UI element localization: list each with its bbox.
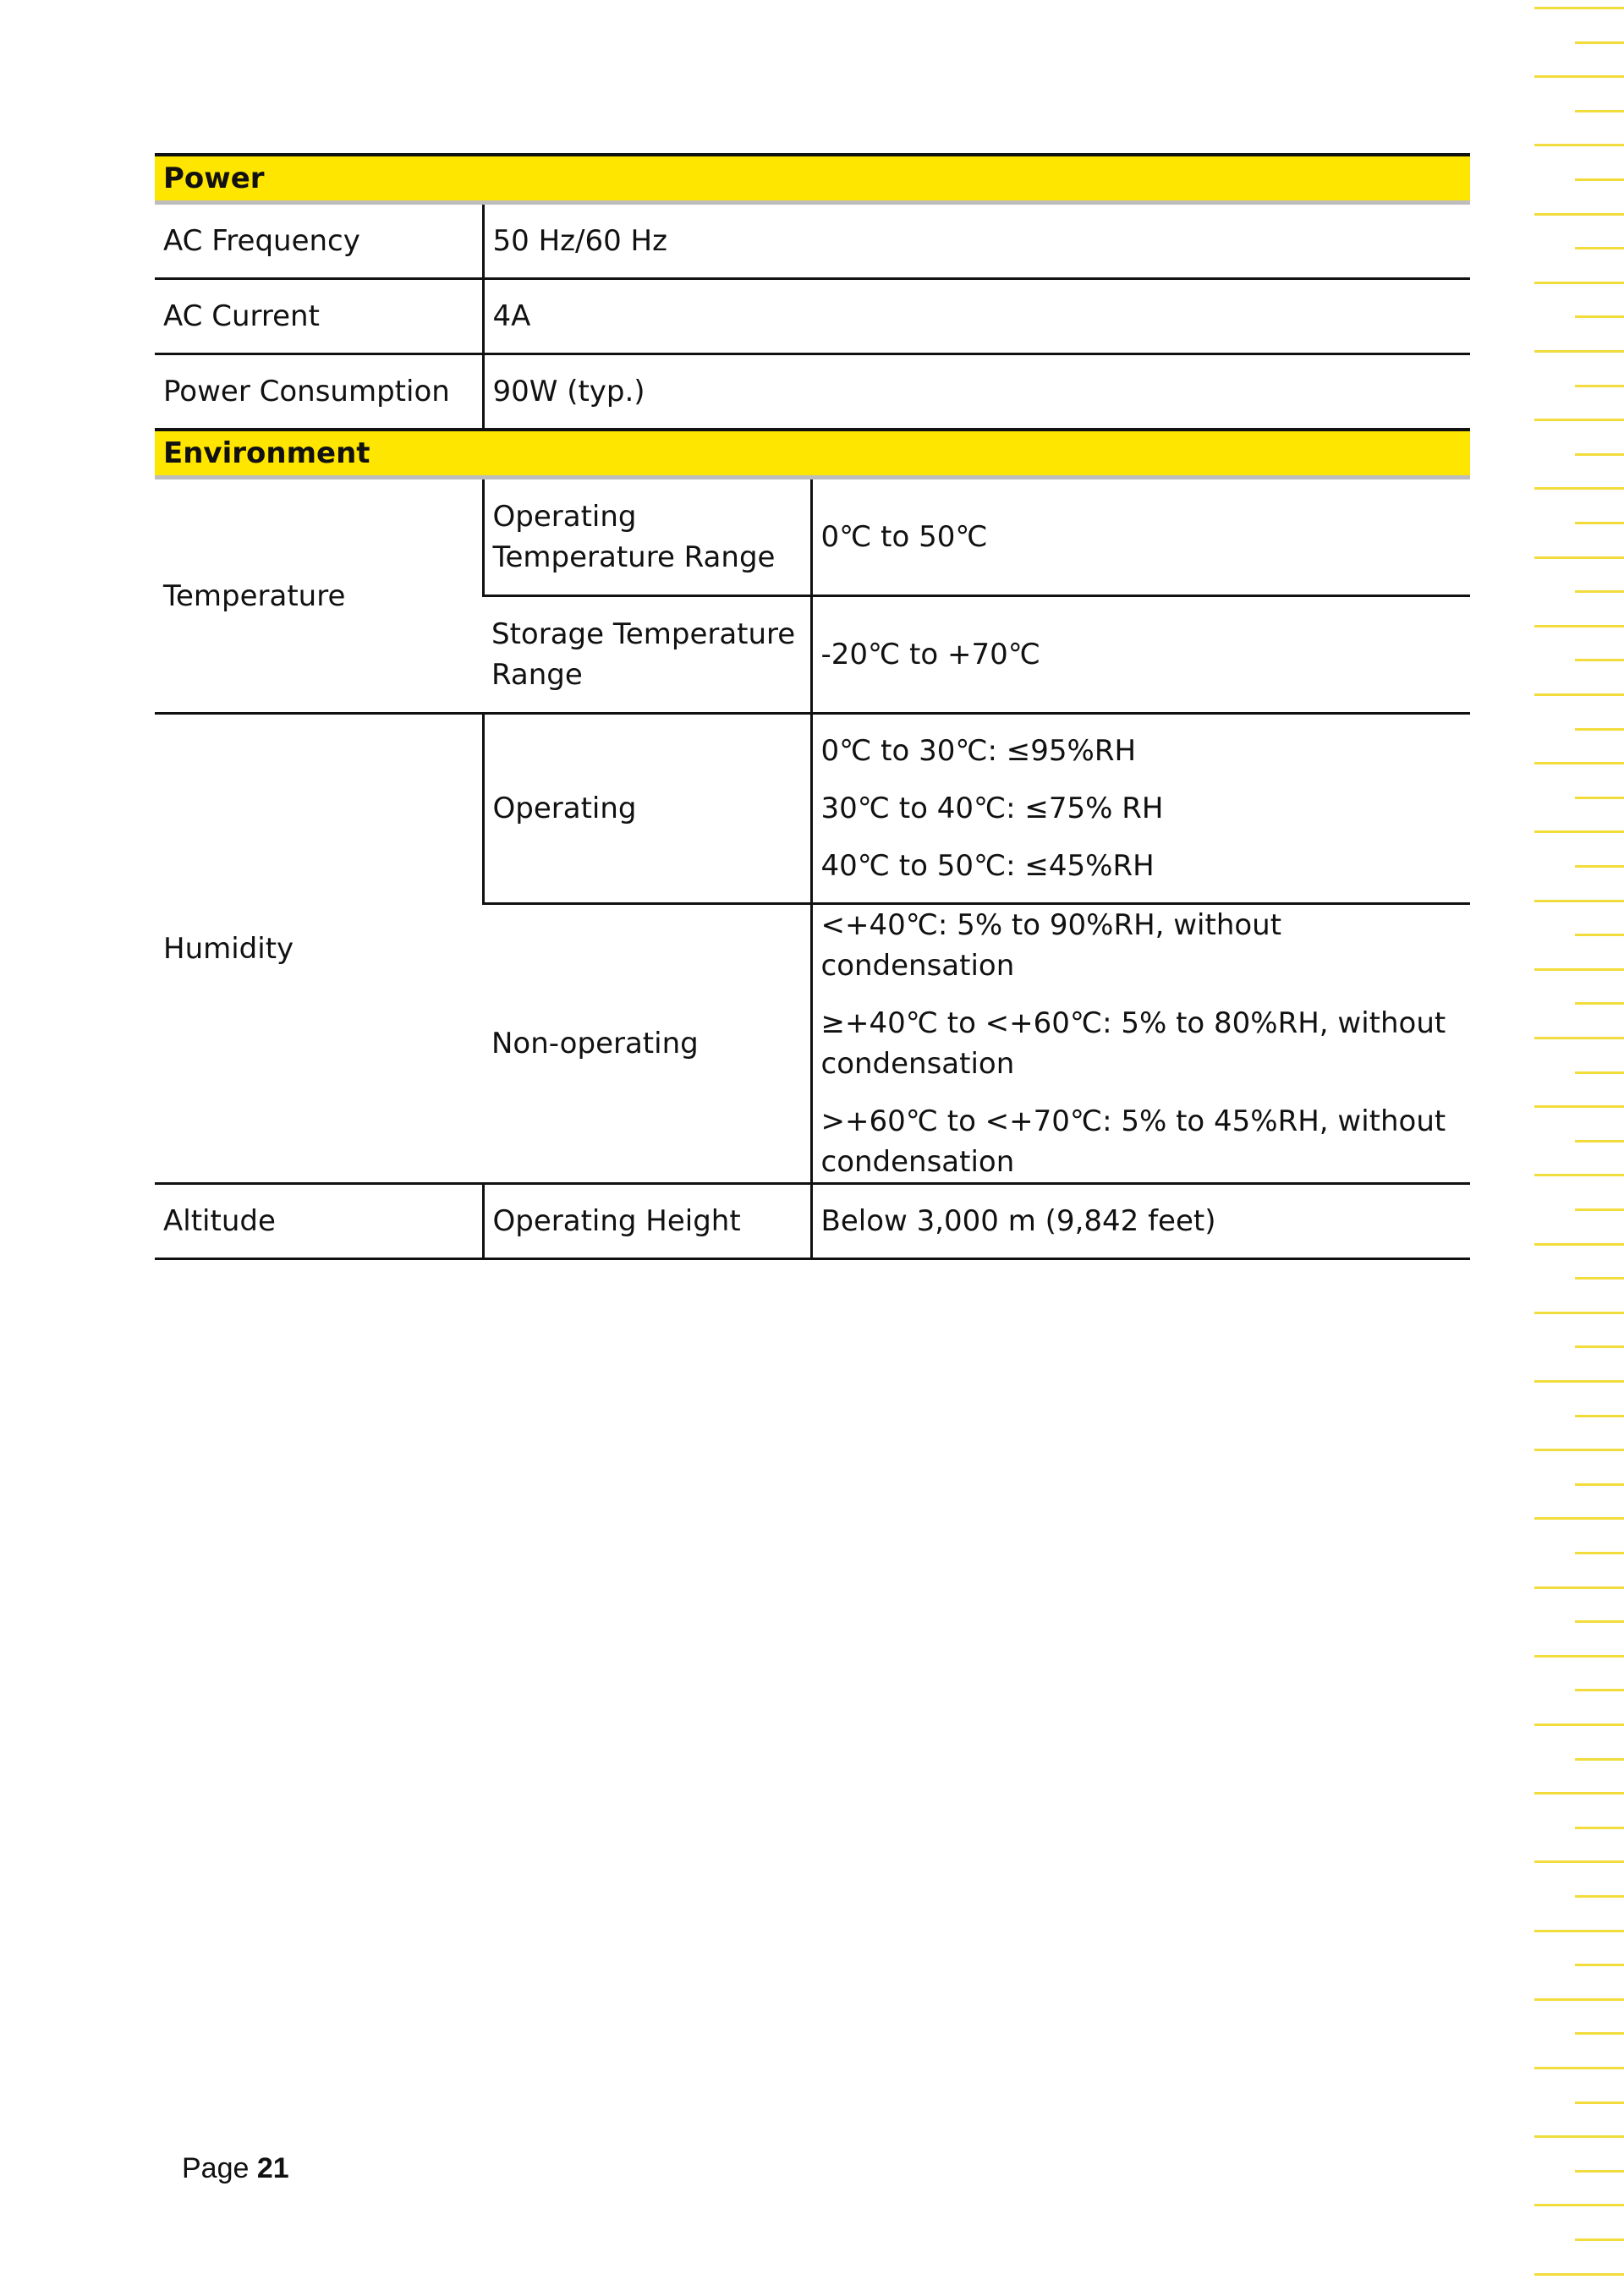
edge-stripe bbox=[1534, 1723, 1624, 1726]
row-value: 4A bbox=[483, 279, 1470, 354]
row-label: Altitude bbox=[155, 1184, 483, 1259]
row-label-humidity: Humidity bbox=[155, 714, 483, 1184]
edge-stripe bbox=[1575, 659, 1624, 661]
edge-stripe bbox=[1575, 1071, 1624, 1074]
row-value: 0℃ to 50℃ bbox=[811, 478, 1470, 596]
edge-stripe bbox=[1575, 1964, 1624, 1966]
edge-stripe bbox=[1534, 1243, 1624, 1246]
value-line: <+40℃: 5% to 90%RH, without condensation bbox=[820, 908, 1282, 983]
edge-stripe bbox=[1534, 75, 1624, 78]
edge-stripe bbox=[1534, 350, 1624, 353]
edge-stripe bbox=[1534, 2135, 1624, 2138]
row-value: Below 3,000 m (9,842 feet) bbox=[811, 1184, 1470, 1259]
row-label: Power Consumption bbox=[155, 354, 483, 430]
edge-stripe bbox=[1534, 1105, 1624, 1108]
edge-stripe bbox=[1575, 1895, 1624, 1898]
row-sublabel: Operating bbox=[483, 714, 811, 904]
edge-stripe bbox=[1534, 2204, 1624, 2206]
edge-stripe bbox=[1575, 453, 1624, 456]
edge-stripe bbox=[1575, 1277, 1624, 1280]
edge-stripe bbox=[1575, 1552, 1624, 1554]
edge-stripe bbox=[1575, 110, 1624, 112]
edge-stripe bbox=[1575, 865, 1624, 868]
edge-stripe bbox=[1575, 385, 1624, 387]
edge-stripe bbox=[1575, 728, 1624, 731]
row-sublabel: Non-operating bbox=[483, 904, 811, 1184]
row-label: AC Current bbox=[155, 279, 483, 354]
value-line: 0℃ to 30℃: ≤95%RH bbox=[820, 734, 1137, 768]
edge-stripe bbox=[1534, 693, 1624, 696]
edge-stripe bbox=[1575, 1208, 1624, 1211]
edge-stripe bbox=[1575, 1002, 1624, 1005]
edge-stripe bbox=[1534, 1860, 1624, 1863]
section-title: Power bbox=[155, 155, 1470, 203]
edge-stripe-decoration bbox=[1529, 0, 1624, 2296]
edge-stripe bbox=[1575, 1689, 1624, 1691]
value-line: ≥+40℃ to <+60℃: 5% to 80%RH, without condensation bbox=[820, 1006, 1446, 1081]
edge-stripe bbox=[1534, 556, 1624, 559]
edge-stripe bbox=[1575, 2238, 1624, 2241]
row-label-temperature: Temperature bbox=[155, 478, 483, 714]
edge-stripe bbox=[1534, 625, 1624, 627]
edge-stripe bbox=[1534, 830, 1624, 833]
edge-stripe bbox=[1534, 213, 1624, 216]
page-label: Page bbox=[182, 2152, 250, 2184]
edge-stripe bbox=[1575, 590, 1624, 593]
edge-stripe bbox=[1534, 419, 1624, 421]
edge-stripe bbox=[1534, 1174, 1624, 1176]
row-sublabel: Storage Temperature Range bbox=[483, 596, 811, 714]
table-row bbox=[155, 714, 1470, 904]
edge-stripe bbox=[1575, 247, 1624, 249]
edge-stripe bbox=[1575, 41, 1624, 44]
edge-stripe bbox=[1575, 2170, 1624, 2173]
row-value: 90W (typ.) bbox=[483, 354, 1470, 430]
edge-stripe bbox=[1575, 2032, 1624, 2035]
edge-stripe bbox=[1534, 2273, 1624, 2276]
page-footer bbox=[182, 2152, 289, 2185]
edge-stripe bbox=[1575, 1345, 1624, 1348]
table-row bbox=[155, 478, 1470, 596]
row-sublabel: Operating Temperature Range bbox=[483, 478, 811, 596]
edge-stripe bbox=[1534, 1655, 1624, 1658]
edge-stripe bbox=[1534, 1792, 1624, 1795]
spec-table bbox=[155, 153, 1470, 1260]
edge-stripe bbox=[1534, 1449, 1624, 1451]
value-line: >+60℃ to <+70℃: 5% to 45%RH, without condensation bbox=[820, 1104, 1446, 1179]
edge-stripe bbox=[1575, 1140, 1624, 1143]
row-value-list bbox=[811, 904, 1470, 1184]
edge-stripe bbox=[1534, 1312, 1624, 1314]
edge-stripe bbox=[1534, 2067, 1624, 2069]
row-value: -20℃ to +70℃ bbox=[811, 596, 1470, 714]
edge-stripe bbox=[1575, 934, 1624, 936]
edge-stripe bbox=[1575, 797, 1624, 799]
edge-stripe bbox=[1534, 1998, 1624, 2001]
section-header-power bbox=[155, 155, 1470, 203]
section-header-environment bbox=[155, 430, 1470, 478]
edge-stripe bbox=[1534, 144, 1624, 146]
edge-stripe bbox=[1575, 1758, 1624, 1761]
value-line: 40℃ to 50℃: ≤45%RH bbox=[820, 849, 1155, 883]
row-value-list bbox=[811, 714, 1470, 904]
row-value: 50 Hz/60 Hz bbox=[483, 203, 1470, 279]
value-line: 30℃ to 40℃: ≤75% RH bbox=[820, 792, 1164, 825]
edge-stripe bbox=[1575, 522, 1624, 524]
edge-stripe bbox=[1534, 1380, 1624, 1383]
table-row bbox=[155, 1184, 1470, 1259]
edge-stripe bbox=[1534, 968, 1624, 971]
edge-stripe bbox=[1534, 487, 1624, 490]
edge-stripe bbox=[1534, 1037, 1624, 1039]
edge-stripe bbox=[1534, 1517, 1624, 1520]
table-row bbox=[155, 354, 1470, 430]
edge-stripe bbox=[1534, 7, 1624, 9]
edge-stripe bbox=[1575, 1620, 1624, 1623]
edge-stripe bbox=[1534, 282, 1624, 284]
edge-stripe bbox=[1534, 900, 1624, 902]
edge-stripe bbox=[1575, 315, 1624, 318]
edge-stripe bbox=[1575, 178, 1624, 181]
table-row bbox=[155, 203, 1470, 279]
row-sublabel: Operating Height bbox=[483, 1184, 811, 1259]
table-row bbox=[155, 279, 1470, 354]
edge-stripe bbox=[1534, 762, 1624, 764]
section-title: Environment bbox=[155, 430, 1470, 478]
edge-stripe bbox=[1534, 1586, 1624, 1589]
edge-stripe bbox=[1575, 2101, 1624, 2104]
row-label: AC Frequency bbox=[155, 203, 483, 279]
page-number: 21 bbox=[256, 2152, 289, 2184]
edge-stripe bbox=[1534, 1930, 1624, 1932]
edge-stripe bbox=[1575, 1827, 1624, 1829]
edge-stripe bbox=[1575, 1483, 1624, 1486]
edge-stripe bbox=[1575, 1415, 1624, 1417]
